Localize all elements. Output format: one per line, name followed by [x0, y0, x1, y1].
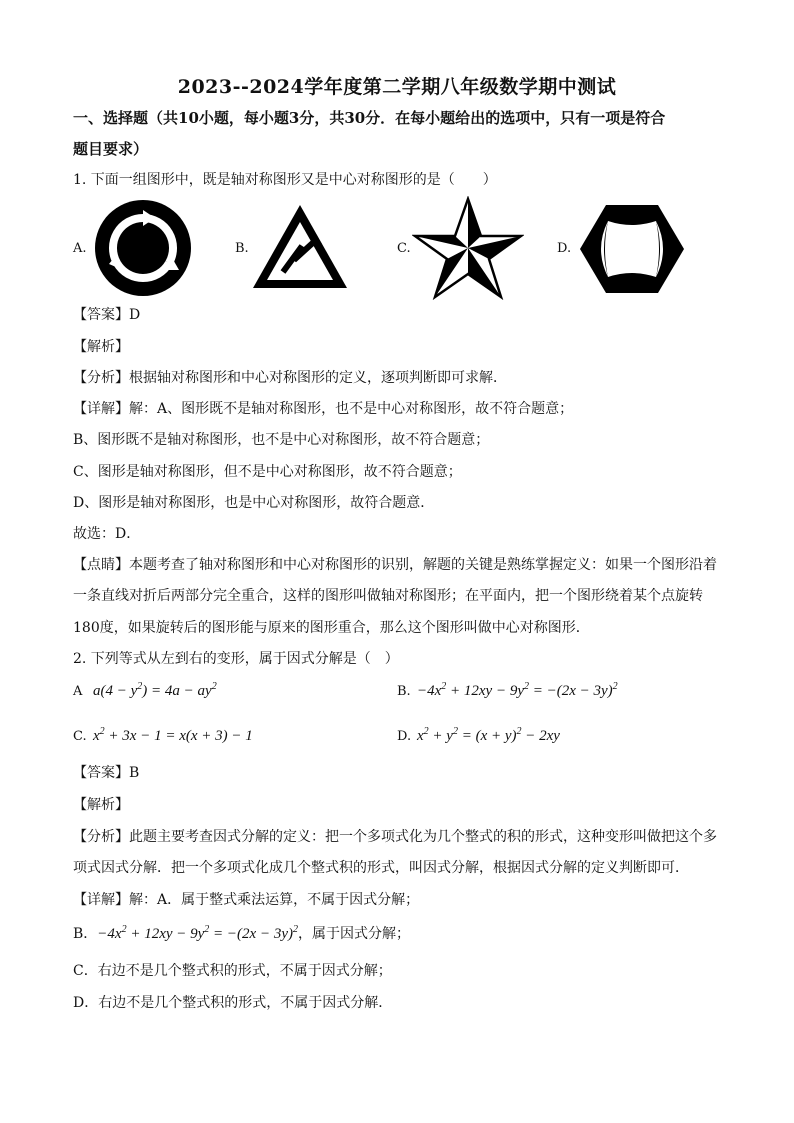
q1-figure-c-star: [412, 196, 524, 300]
q1-dianjing-line3: 180度，如果旋转后的图形能与原来的图形重合，那么这个图形叫做中心对称图形．: [73, 620, 590, 636]
q2-detail-d: D．右边不是几个整式积的形式，不属于因式分解．: [73, 995, 393, 1011]
q2-fenxi-line1: 【分析】此题主要考查因式分解的定义：把一个多项式化为几个整式的积的形式，这种变形叫做把这个多: [73, 829, 717, 845]
q2-detail-b-suffix: ，属于因式分解；: [297, 926, 410, 942]
q2-detail-b-expr: $-4x^2 + 12xy - 9y^2 = -(2x - 3y)^2$: [97, 924, 298, 942]
q1-detail-b: B、图形既不是轴对称图形，也不是中心对称图形，故不符合题意；: [73, 432, 490, 448]
q2-analysis-tag: 【解析】: [73, 797, 129, 813]
q1-dianjing-line2: 一条直线对折后两部分完全重合，这样的图形叫做轴对称图形；在平面内，把一个图形绕着某个点旋转: [73, 588, 703, 604]
q2-fenxi-line2: 项式因式分解．把一个多项式化成几个整式积的形式，叫因式分解，根据因式分解的定义判断即可．: [73, 860, 689, 876]
q2-option-a-expr: $a(4 - y^2) = 4a - ay^2$: [93, 681, 217, 699]
q1-option-b-label: B.: [235, 241, 249, 256]
section-heading-line1: 一、选择题（共10小题，每小题3分，共30分．在每小题给出的选项中，只有一项是符合: [73, 109, 666, 127]
q2-option-d-expr: $x^2 + y^2 = (x + y)^2 - 2xy$: [417, 726, 560, 744]
q1-analysis-tag: 【解析】: [73, 339, 129, 355]
q2-option-b-label: B.: [397, 684, 411, 699]
q1-conclusion: 故选：D．: [73, 526, 141, 542]
q1-stem: 1. 下面一组图形中，既是轴对称图形又是中心对称图形的是（ ）: [73, 172, 497, 188]
q2-detail-c: C．右边不是几个整式积的形式，不属于因式分解；: [73, 963, 392, 979]
q1-option-d-label: D.: [557, 241, 572, 256]
q1-answer: 【答案】D: [73, 307, 141, 323]
q1-option-a-label: A.: [73, 241, 87, 256]
q1-dianjing-line1: 【点睛】本题考查了轴对称图形和中心对称图形的识别，解题的关键是熟练掌握定义：如果一个图形沿着: [73, 557, 717, 573]
q1-detail-a: 【详解】解：A、图形既不是轴对称图形，也不是中心对称图形，故不符合题意；: [73, 401, 574, 417]
q1-figure-d-hexagon-ring: [578, 203, 686, 295]
q1-detail-d: D、图形是轴对称图形，也是中心对称图形，故符合题意．: [73, 495, 435, 511]
q1-detail-c: C、图形是轴对称图形，但不是中心对称图形，故不符合题意；: [73, 464, 462, 480]
section-heading-line2: 题目要求）: [73, 140, 149, 158]
q2-option-d-label: D.: [397, 729, 412, 744]
q1-figure-b-warning-triangle: [250, 202, 350, 292]
q2-option-c-label: C.: [73, 729, 87, 744]
q1-fenxi: 【分析】根据轴对称图形和中心对称图形的定义，逐项判断即可求解．: [73, 370, 507, 386]
q2-stem: 2. 下列等式从左到右的变形，属于因式分解是（ ）: [73, 651, 399, 667]
q2-option-c-expr: $x^2 + 3x - 1 = x(x + 3) - 1$: [93, 726, 253, 744]
page-title: 2023--2024学年度第二学期八年级数学期中测试: [177, 76, 617, 98]
q2-detail-b: [73, 924, 410, 944]
q2-detail-b-prefix: B．: [73, 926, 98, 942]
q2-option-b-expr: $-4x^2 + 12xy - 9y^2 = -(2x - 3y)^2$: [417, 681, 618, 699]
q2-answer: 【答案】B: [73, 765, 140, 781]
q2-option-a-label: A: [73, 684, 83, 699]
q1-figure-a-roundabout-sign: [93, 198, 193, 298]
q1-option-c-label: C.: [397, 241, 411, 256]
q2-detail-a: 【详解】解：A．属于整式乘法运算，不属于因式分解；: [73, 892, 420, 908]
